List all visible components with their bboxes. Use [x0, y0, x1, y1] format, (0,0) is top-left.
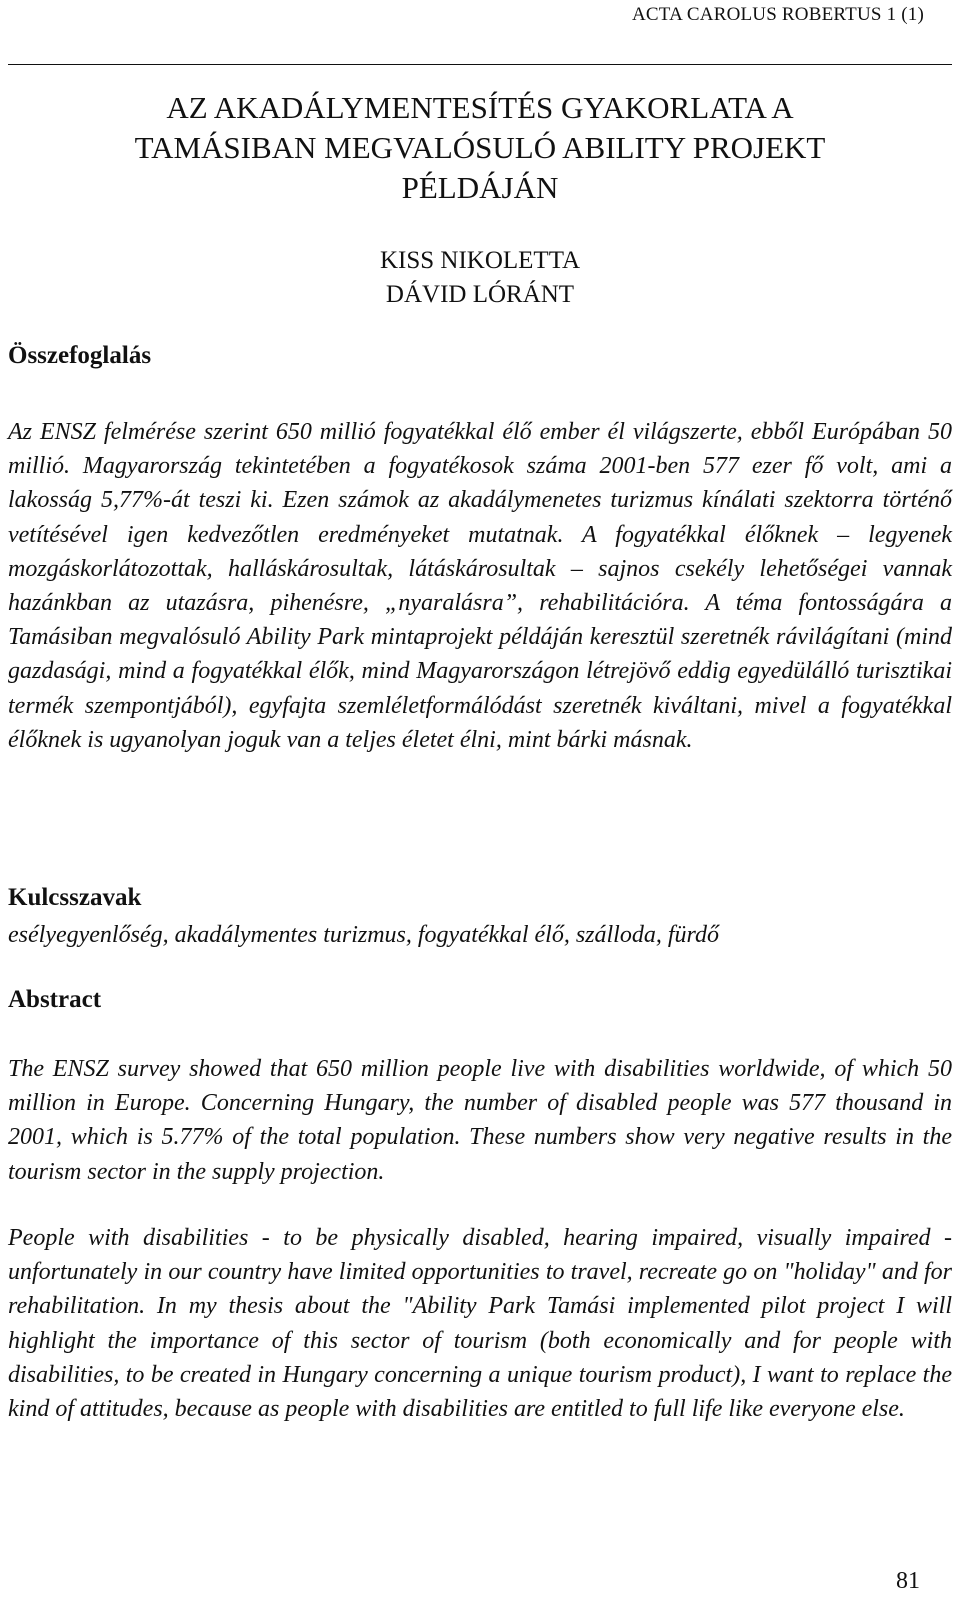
title-line: AZ AKADÁLYMENTESÍTÉS GYAKORLATA A	[166, 90, 794, 125]
author-name: DÁVID LÓRÁNT	[385, 281, 575, 308]
keywords-heading: Kulcsszavak	[8, 884, 142, 911]
summary-heading: Összefoglalás	[8, 342, 152, 369]
abstract-paragraph-2: People with disabilities - to be physically disabled, hearing impaired, visually impaired - unfortunately in our country have limited opportunities to travel, recreate go on "holiday" and for rehabilitation. In my thesis about the "Ability Park Tamási implemented pilot project I will highlight the importance of this sector of tourism (both economically and for people with disabilities, to be created in Hungary concerning a unique tourism product), I want to replace the kind of attitudes, because as people with disabilities are entitled to full life like everyone else.	[8, 1225, 952, 1423]
running-header	[632, 4, 924, 26]
summary-text: Az ENSZ felmérése szerint 650 millió fogyatékkal élő ember él világszerte, ebből Európában 50 millió. Magyarország tekintetében a fogyatékosok száma 2001-ben 577 ezer fő volt, ami a lakosság 5,77%-át teszi ki. Ezen számok az akadálymenetes turizmus kínálati szektorra történő vetítésével igen kedvezőtlen eredményeket mutatnak. A fogyatékkal élőknek – legyenek mozgáskorlátozottak, halláskárosultak, látáskárosultak – sajnos csekély lehetőségei vannak hazánkban az utazásra, pihenésre, „nyaralásra”, rehabilitációra. A téma fontosságára a Tamásiban megvalósuló Ability Park mintaprojekt példáján keresztül szeretnék rávilágítani (mind gazdasági, mind a fogyatékkal élők, mind Magyarországon létrejövő eddig egyedülálló turisztikai termék szempontjából), egyfajta szemléletformálódást szeretnék kiváltani, mivel a fogyatékkal élőknek is ugyanolyan joguk van a teljes életet élni, mint bárki másnak.	[8, 419, 952, 753]
author-name: KISS NIKOLETTA	[379, 247, 581, 274]
header-rule	[8, 64, 952, 65]
journal-name: ACTA CAROLUS ROBERTUS	[632, 4, 882, 25]
abstract-heading: Abstract	[8, 986, 102, 1013]
journal-issue: 1 (1)	[886, 4, 924, 25]
abstract-paragraph-1: The ENSZ survey showed that 650 million people live with disabilities worldwide, of which 50 million in Europe. Concerning Hungary, the number of disabled people was 577 thousand in 2001, which is 5.77% of the total population. These numbers show very negative results in the tourism sector in the supply projection.	[8, 1056, 952, 1185]
paper-title	[0, 88, 960, 208]
page-number: 81	[896, 1568, 920, 1594]
keywords-text: esélyegyenlőség, akadálymentes turizmus, fogyatékkal élő, szálloda, fürdő	[8, 922, 719, 948]
title-line: TAMÁSIBAN MEGVALÓSULÓ ABILITY PROJEKT	[134, 130, 826, 165]
title-line: PÉLDÁJÁN	[401, 170, 559, 205]
author-list	[0, 244, 960, 312]
